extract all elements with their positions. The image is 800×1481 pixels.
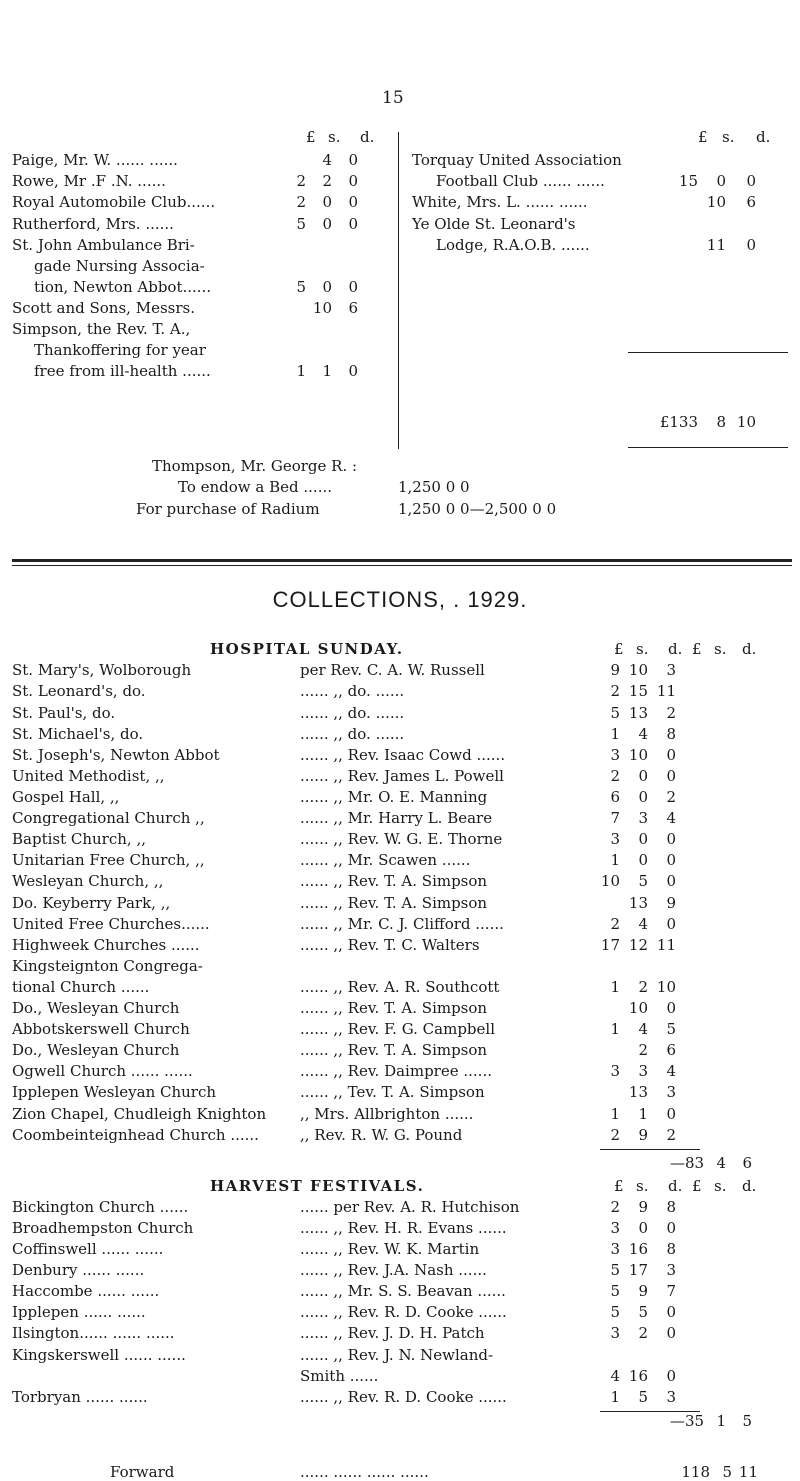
amount-pounds: 1 <box>610 978 620 996</box>
amount-pence: 3 <box>666 1083 676 1101</box>
amount-pence: 0 <box>746 172 756 190</box>
amount-pence: 6 <box>348 299 358 317</box>
amount-pence: 3 <box>666 1261 676 1279</box>
collected-by: ,, Mrs. Allbrighton ...... <box>300 1105 474 1123</box>
donor-line: tion, Newton Abbot...... <box>34 278 212 296</box>
amount-pence: 6 <box>742 1154 752 1172</box>
amount-pounds: 2 <box>610 767 620 785</box>
amount-pence: 11 <box>656 682 676 700</box>
collected-by: ...... ,, Mr. C. J. Clifford ...... <box>300 915 504 933</box>
collected-by: ...... ,, Mr. Harry L. Beare <box>300 809 493 827</box>
church-name: Coffinswell ...... ...... <box>12 1240 164 1258</box>
donor-line: Torquay United Association <box>412 151 622 169</box>
church-name: Do., Wesleyan Church <box>12 1041 180 1059</box>
thin-divider <box>12 565 792 566</box>
collected-by: ...... ,, Rev. Isaac Cowd ...... <box>300 746 506 764</box>
church-name: Torbryan ...... ...... <box>12 1388 148 1406</box>
amount-pence: 0 <box>666 1105 676 1123</box>
amount-pounds: 2 <box>610 1198 620 1216</box>
amount-pence: 0 <box>666 746 676 764</box>
amount-pounds: 118 <box>681 1463 710 1481</box>
amount-pounds: 2 <box>610 682 620 700</box>
church-name: St. Joseph's, Newton Abbot <box>12 746 220 764</box>
church-name: Abbotskerswell Church <box>12 1020 190 1038</box>
amount-pounds: 1 <box>610 1105 620 1123</box>
church-name: tional Church ...... <box>12 978 150 996</box>
church-name: Kingsteignton Congrega- <box>12 957 203 975</box>
amount-shillings: 13 <box>628 1083 648 1101</box>
collected-by: ...... ,, Mr. S. S. Beavan ...... <box>300 1282 506 1300</box>
amount-pounds: —83 <box>670 1154 705 1172</box>
amount-shillings: 13 <box>628 894 648 912</box>
amount-pounds: 17 <box>600 936 620 954</box>
church-name: Kingskerswell ...... ...... <box>12 1346 186 1364</box>
church-name: Broadhempston Church <box>12 1219 194 1237</box>
amount-pounds: 1 <box>610 1020 620 1038</box>
pound-header: £ <box>698 128 708 146</box>
amount-pence: 8 <box>666 1198 676 1216</box>
amount-pence: 0 <box>666 999 676 1017</box>
shilling-header: s. <box>722 128 735 146</box>
church-name: Ipplepen Wesleyan Church <box>12 1083 217 1101</box>
hospital-sunday-heading: HOSPITAL SUNDAY. <box>210 640 404 658</box>
amount-pence: 0 <box>666 830 676 848</box>
donor-line: Scott and Sons, Messrs. <box>12 299 195 317</box>
collected-by: ...... ,, Rev. W. G. E. Thorne <box>300 830 503 848</box>
thompson-title: Thompson, Mr. George R. : <box>152 457 358 475</box>
amount-shillings: 0 <box>322 215 332 233</box>
donor-line: St. John Ambulance Bri- <box>12 236 195 254</box>
church-name: Ilsington...... ...... ...... <box>12 1324 175 1342</box>
shilling-header: s. <box>636 640 649 658</box>
collected-by: ...... ,, Mr. O. E. Manning <box>300 788 488 806</box>
hospital-total-rule <box>600 1149 700 1150</box>
thompson-line1: To endow a Bed ...... <box>178 478 333 496</box>
amount-pence: 0 <box>348 362 358 380</box>
collected-by: ...... ,, Rev. J. N. Newland- <box>300 1346 494 1364</box>
amount-shillings: 10 <box>312 299 332 317</box>
church-name: United Free Churches...... <box>12 915 210 933</box>
pence-header: d. <box>360 128 375 146</box>
donor-line: Lodge, R.A.O.B. ...... <box>436 236 590 254</box>
amount-shillings: 10 <box>628 999 648 1017</box>
amount-pounds: 2 <box>610 1126 620 1144</box>
collected-by: ...... ,, Rev. H. R. Evans ...... <box>300 1219 507 1237</box>
amount-shillings: 2 <box>638 1041 648 1059</box>
amount-shillings: 0 <box>322 193 332 211</box>
amount-pounds: 3 <box>610 830 620 848</box>
amount-pence: 0 <box>666 915 676 933</box>
thompson-line1-amount: 1,250 0 0 <box>398 478 470 496</box>
collected-by: ...... ,, Rev. Daimpree ...... <box>300 1062 492 1080</box>
amount-pence: 0 <box>666 1367 676 1385</box>
church-name: St. Leonard's, do. <box>12 682 146 700</box>
pound-header: £ <box>614 1177 624 1195</box>
church-name: Zion Chapel, Chudleigh Knighton <box>12 1105 267 1123</box>
collected-by: ...... ,, Rev. F. G. Campbell <box>300 1020 495 1038</box>
amount-pounds: 3 <box>610 1240 620 1258</box>
amount-pence: 5 <box>666 1020 676 1038</box>
amount-pence: 0 <box>348 215 358 233</box>
amount-pounds: 7 <box>610 809 620 827</box>
collected-by: Smith ...... <box>300 1367 379 1385</box>
amount-pence: 7 <box>666 1282 676 1300</box>
pound-header: £ <box>306 128 316 146</box>
donor-line: White, Mrs. L. ...... ...... <box>412 193 588 211</box>
collected-by: ...... ,, Rev. T. A. Simpson <box>300 999 488 1017</box>
forward-dots: ...... ...... ...... ...... <box>300 1463 429 1481</box>
amount-shillings: 0 <box>638 1219 648 1237</box>
church-name: Congregational Church ,, <box>12 809 205 827</box>
amount-pounds: 3 <box>610 746 620 764</box>
thompson-line2: For purchase of Radium <box>136 500 320 518</box>
amount-shillings: 5 <box>722 1463 732 1481</box>
church-name: Do., Wesleyan Church <box>12 999 180 1017</box>
amount-pence: 0 <box>746 236 756 254</box>
amount-shillings: 0 <box>638 767 648 785</box>
collected-by: ...... ,, Rev. R. D. Cooke ...... <box>300 1388 507 1406</box>
pence-header-2: d. <box>742 640 757 658</box>
collected-by: per Rev. C. A. W. Russell <box>300 661 485 679</box>
amount-pence: 3 <box>666 661 676 679</box>
collected-by: ...... ,, do. ...... <box>300 704 405 722</box>
total-rule-bottom <box>628 447 788 448</box>
donor-line: Simpson, the Rev. T. A., <box>12 320 191 338</box>
amount-pence: 0 <box>666 872 676 890</box>
amount-pounds: 1 <box>610 851 620 869</box>
amount-pounds: 1 <box>610 1388 620 1406</box>
amount-pence: 10 <box>736 413 756 431</box>
amount-shillings: 10 <box>706 193 726 211</box>
church-name: Do. Keyberry Park, ,, <box>12 894 171 912</box>
total-rule-top <box>628 352 788 353</box>
amount-shillings: 0 <box>638 851 648 869</box>
amount-shillings: 5 <box>638 872 648 890</box>
collected-by: ...... ,, Rev. T. A. Simpson <box>300 1041 488 1059</box>
amount-pence: 2 <box>666 1126 676 1144</box>
pence-header: d. <box>668 640 683 658</box>
thick-divider <box>12 559 792 562</box>
amount-pence: 0 <box>666 767 676 785</box>
amount-shillings: 4 <box>322 151 332 169</box>
amount-pence: 2 <box>666 788 676 806</box>
collected-by: ...... ,, Rev. R. D. Cooke ...... <box>300 1303 507 1321</box>
amount-pence: 8 <box>666 725 676 743</box>
amount-shillings: 0 <box>638 830 648 848</box>
collected-by: ,, Rev. R. W. G. Pound <box>300 1126 463 1144</box>
amount-pounds: 5 <box>296 278 306 296</box>
collected-by: ...... ,, Rev. J.A. Nash ...... <box>300 1261 487 1279</box>
amount-pence: 6 <box>666 1041 676 1059</box>
collected-by: ...... ,, Tev. T. A. Simpson <box>300 1083 485 1101</box>
amount-pence: 0 <box>348 278 358 296</box>
church-name: Haccombe ...... ...... <box>12 1282 160 1300</box>
church-name: Bickington Church ...... <box>12 1198 189 1216</box>
amount-pounds: 5 <box>610 704 620 722</box>
amount-pence: 2 <box>666 704 676 722</box>
collected-by: ...... ,, do. ...... <box>300 682 405 700</box>
amount-shillings: 4 <box>716 1154 726 1172</box>
amount-pence: 3 <box>666 1388 676 1406</box>
church-name: Ipplepen ...... ...... <box>12 1303 146 1321</box>
amount-shillings: 9 <box>638 1126 648 1144</box>
collected-by: ...... per Rev. A. R. Hutchison <box>300 1198 520 1216</box>
collected-by: ...... ,, Rev. James L. Powell <box>300 767 504 785</box>
amount-pence: 0 <box>348 151 358 169</box>
amount-pounds: 1 <box>610 725 620 743</box>
church-name: Coombeinteignhead Church ...... <box>12 1126 259 1144</box>
amount-shillings: 4 <box>638 725 648 743</box>
church-name: Ogwell Church ...... ...... <box>12 1062 193 1080</box>
collected-by: ...... ,, Mr. Scawen ...... <box>300 851 471 869</box>
amount-pounds: 3 <box>610 1219 620 1237</box>
amount-shillings: 16 <box>628 1240 648 1258</box>
amount-shillings: 5 <box>638 1303 648 1321</box>
amount-pounds: 2 <box>610 915 620 933</box>
amount-pounds: 6 <box>610 788 620 806</box>
pence-header: d. <box>756 128 771 146</box>
amount-pence: 0 <box>666 851 676 869</box>
amount-shillings: 10 <box>628 661 648 679</box>
amount-pounds: 5 <box>610 1261 620 1279</box>
amount-pence: 6 <box>746 193 756 211</box>
amount-shillings: 4 <box>638 915 648 933</box>
amount-shillings: 4 <box>638 1020 648 1038</box>
amount-shillings: 2 <box>322 172 332 190</box>
amount-shillings: 9 <box>638 1198 648 1216</box>
pence-header-2: d. <box>742 1177 757 1195</box>
amount-shillings: 11 <box>706 236 726 254</box>
shilling-header-2: s. <box>714 1177 727 1195</box>
donor-line: Football Club ...... ...... <box>436 172 605 190</box>
amount-shillings: 1 <box>322 362 332 380</box>
shilling-header: s. <box>636 1177 649 1195</box>
shilling-header: s. <box>328 128 341 146</box>
amount-shillings: 1 <box>716 1412 726 1430</box>
amount-shillings: 0 <box>638 788 648 806</box>
amount-shillings: 9 <box>638 1282 648 1300</box>
amount-shillings: 3 <box>638 1062 648 1080</box>
amount-pence: 9 <box>666 894 676 912</box>
amount-pounds: 2 <box>296 172 306 190</box>
donor-line: Ye Olde St. Leonard's <box>412 215 576 233</box>
amount-pence: 0 <box>666 1324 676 1342</box>
amount-shillings: 12 <box>628 936 648 954</box>
amount-pounds: 9 <box>610 661 620 679</box>
pence-header: d. <box>668 1177 683 1195</box>
amount-shillings: 5 <box>638 1388 648 1406</box>
collected-by: ...... ,, do. ...... <box>300 725 405 743</box>
amount-shillings: 1 <box>638 1105 648 1123</box>
amount-shillings: 13 <box>628 704 648 722</box>
collected-by: ...... ,, Rev. T. C. Walters <box>300 936 480 954</box>
amount-pence: 0 <box>666 1303 676 1321</box>
amount-pence: 4 <box>666 809 676 827</box>
amount-pounds: 2 <box>296 193 306 211</box>
church-name: Unitarian Free Church, ,, <box>12 851 205 869</box>
amount-pounds: 10 <box>600 872 620 890</box>
column-divider <box>398 132 399 449</box>
amount-shillings: 10 <box>628 746 648 764</box>
amount-pounds: 4 <box>610 1367 620 1385</box>
amount-pence: 4 <box>666 1062 676 1080</box>
amount-pounds: 3 <box>610 1062 620 1080</box>
amount-pence: 10 <box>656 978 676 996</box>
amount-pounds: £133 <box>659 413 698 431</box>
donor-line: Thankoffering for year <box>34 341 206 359</box>
donor-line: Rutherford, Mrs. ...... <box>12 215 174 233</box>
church-name: St. Paul's, do. <box>12 704 116 722</box>
collected-by: ...... ,, Rev. A. R. Southcott <box>300 978 500 996</box>
shilling-header-2: s. <box>714 640 727 658</box>
pound-header: £ <box>614 640 624 658</box>
church-name: St. Mary's, Wolborough <box>12 661 192 679</box>
collections-title: COLLECTIONS, . 1929. <box>272 587 528 612</box>
amount-shillings: 2 <box>638 978 648 996</box>
amount-pence: 5 <box>742 1412 752 1430</box>
collected-by: ...... ,, Rev. W. K. Martin <box>300 1240 480 1258</box>
amount-pence: 0 <box>348 193 358 211</box>
donor-line: gade Nursing Associa- <box>34 257 205 275</box>
church-name: St. Michael's, do. <box>12 725 144 743</box>
donor-line: Royal Automobile Club...... <box>12 193 216 211</box>
amount-pence: 0 <box>348 172 358 190</box>
thompson-line2-amount: 1,250 0 0—2,500 0 0 <box>398 500 557 518</box>
church-name: Denbury ...... ...... <box>12 1261 145 1279</box>
amount-shillings: 3 <box>638 809 648 827</box>
donor-line: Rowe, Mr .F .N. ...... <box>12 172 166 190</box>
pound-header-2: £ <box>692 1177 702 1195</box>
amount-pounds: 5 <box>610 1282 620 1300</box>
harvest-festivals-heading: HARVEST FESTIVALS. <box>210 1177 425 1195</box>
donor-line: Paige, Mr. W. ...... ...... <box>12 151 178 169</box>
amount-pence: 0 <box>666 1219 676 1237</box>
amount-pounds: 3 <box>610 1324 620 1342</box>
amount-shillings: 16 <box>628 1367 648 1385</box>
church-name: United Methodist, ,, <box>12 767 165 785</box>
church-name: Baptist Church, ,, <box>12 830 146 848</box>
church-name: Highweek Churches ...... <box>12 936 200 954</box>
amount-shillings: 8 <box>716 413 726 431</box>
amount-pounds: 15 <box>678 172 698 190</box>
amount-pounds: 5 <box>610 1303 620 1321</box>
forward-label: Forward <box>110 1463 175 1481</box>
pound-header-2: £ <box>692 640 702 658</box>
church-name: Wesleyan Church, ,, <box>12 872 164 890</box>
amount-pence: 8 <box>666 1240 676 1258</box>
amount-shillings: 2 <box>638 1324 648 1342</box>
amount-shillings: 17 <box>628 1261 648 1279</box>
amount-pence: 11 <box>738 1463 758 1481</box>
amount-shillings: 15 <box>628 682 648 700</box>
amount-shillings: 0 <box>322 278 332 296</box>
donor-line: free from ill-health ...... <box>34 362 211 380</box>
church-name: Gospel Hall, ,, <box>12 788 120 806</box>
amount-shillings: 0 <box>716 172 726 190</box>
collected-by: ...... ,, Rev. T. A. Simpson <box>300 894 488 912</box>
amount-pence: 11 <box>656 936 676 954</box>
amount-pounds: 1 <box>296 362 306 380</box>
page-number: 15 <box>382 88 404 108</box>
collected-by: ...... ,, Rev. T. A. Simpson <box>300 872 488 890</box>
amount-pounds: —35 <box>670 1412 705 1430</box>
collected-by: ...... ,, Rev. J. D. H. Patch <box>300 1324 485 1342</box>
amount-pounds: 5 <box>296 215 306 233</box>
